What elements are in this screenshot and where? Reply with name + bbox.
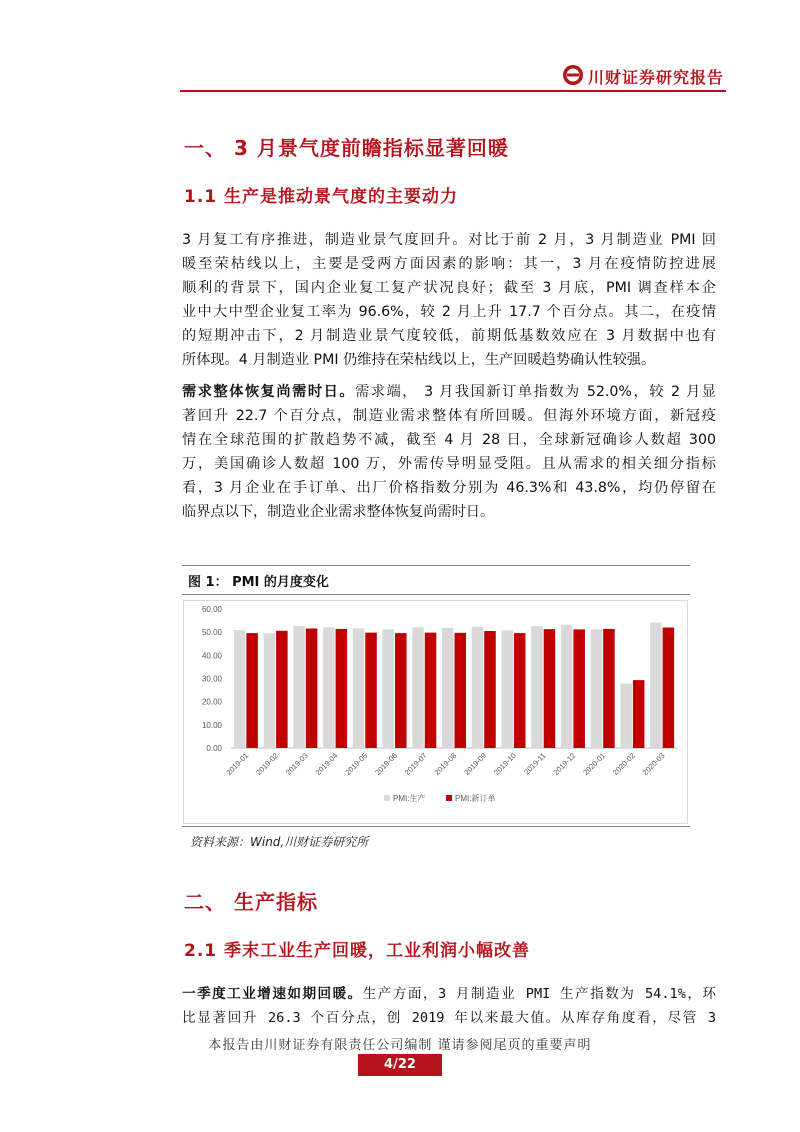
- bar-production: [620, 684, 632, 748]
- para3-first-rest: 生产方面，3 月制造业 PMI 生产指数为 54.1%，环: [362, 986, 716, 1002]
- x-tick-label: 2019-12: [551, 751, 578, 777]
- brand-name: 川财证券研究报告: [587, 68, 724, 87]
- para1-line: 业中大中型企业复工率为 96.6%，较 2 月上升 17.7 个百分点。其二，在疫情: [182, 304, 716, 320]
- para2-lead: 需求整体恢复尚需时日。: [182, 384, 356, 400]
- para1-line: 顺利的背景下，国内企业复工复产状况良好；截至 3 月底，PMI 调查样本企: [182, 280, 716, 296]
- y-tick-label: 40.00: [201, 651, 222, 661]
- x-tick-label: 2020-03: [640, 751, 667, 777]
- paragraph-production: [182, 228, 716, 372]
- figure-1-title-bar: [182, 565, 690, 595]
- pmi-bar-chart: [184, 601, 687, 823]
- para2-line: 临界点以下，制造业企业需求整体恢复尚需时日。: [182, 504, 495, 520]
- section-2-heading: 二、 生产指标: [184, 890, 318, 914]
- x-tick-label: 2019-02: [254, 751, 281, 777]
- x-tick-label: 2019-09: [462, 751, 489, 777]
- bar-new-orders: [603, 629, 615, 748]
- para2-line: 万，美国确诊人数超 100 万，外需传导明显受阻。且从需求的相关细分指标: [182, 456, 716, 472]
- bar-production: [650, 623, 662, 748]
- y-tick-label: 0.00: [206, 744, 222, 753]
- section-2-1-heading: 2.1 季末工业生产回暖，工业利润小幅改善: [184, 941, 531, 961]
- para3-line: 比显著回升 26.3 个百分点，创 2019 年以来最大值。从库存角度看，尽管 3: [182, 1010, 716, 1026]
- x-tick-label: 2019-06: [373, 751, 399, 777]
- x-tick-label: 2019-11: [522, 751, 548, 777]
- bar-new-orders: [395, 633, 407, 748]
- bar-new-orders: [365, 633, 377, 748]
- x-tick-label: 2019-08: [432, 751, 459, 777]
- figure-1-title: 图 1： PMI 的月度变化: [188, 575, 329, 590]
- bar-production: [591, 629, 603, 748]
- y-tick-label: 10.00: [201, 720, 222, 730]
- bar-production: [323, 627, 335, 748]
- bar-new-orders: [306, 628, 318, 748]
- bar-new-orders: [455, 633, 467, 748]
- company-logo-icon: [562, 64, 584, 86]
- bar-new-orders: [246, 633, 258, 748]
- bar-new-orders: [633, 680, 645, 748]
- para2-line: 著回升 22.7 个百分点，制造业需求整体有所回暖。但海外环境方面，新冠疫: [182, 408, 716, 424]
- y-tick-label: 60.00: [201, 605, 222, 614]
- para1-line: 的短期冲击下，2 月制造业景气度较低，前期低基数效应在 3 月数据中也有: [182, 328, 716, 344]
- bar-new-orders: [336, 629, 348, 748]
- para2-line: 情在全球范围的扩散趋势不减，截至 4 月 28 日，全球新冠确诊人数超 300: [182, 432, 716, 448]
- bar-new-orders: [663, 628, 675, 748]
- bar-production: [293, 626, 305, 748]
- para2-first-line: [182, 380, 716, 404]
- para1-line: 暖至荣枯线以上，主要是受两方面因素的影响：其一，3 月在疫情防控进展: [182, 256, 716, 272]
- para1-line: 所体现。4 月制造业 PMI 仍维持在荣枯线以上，生产回暖趋势确认性较强。: [182, 352, 656, 368]
- x-tick-label: 2019-04: [313, 751, 340, 777]
- y-tick-label: 30.00: [201, 674, 222, 684]
- para1-line: 3 月复工有序推进，制造业景气度回升。对比于前 2 月，3 月制造业 PMI 回: [182, 232, 716, 248]
- bar-new-orders: [544, 629, 556, 748]
- y-tick-label: 20.00: [201, 697, 222, 707]
- header-divider: [180, 90, 726, 92]
- bar-production: [561, 625, 573, 748]
- x-tick-label: 2020-02: [610, 751, 637, 777]
- figure-1-bottom-rule: [182, 826, 690, 827]
- x-tick-label: 2020-01: [581, 751, 608, 777]
- legend-label-production: PMI:生产: [393, 794, 426, 803]
- para3-first-line: [182, 982, 716, 1006]
- page-number: 4/22: [358, 1054, 442, 1076]
- bar-production: [383, 629, 395, 748]
- x-tick-label: 2019-03: [283, 751, 310, 777]
- x-tick-label: 2019-07: [402, 751, 429, 777]
- bar-production: [234, 630, 246, 748]
- bar-new-orders: [425, 633, 437, 748]
- bar-production: [531, 626, 543, 748]
- y-tick-label: 50.00: [201, 628, 222, 638]
- paragraph-industrial-growth: [182, 982, 716, 1030]
- x-tick-label: 2019-10: [492, 751, 518, 777]
- legend-label-new-orders: PMI:新订单: [455, 794, 496, 803]
- bar-production: [264, 633, 276, 748]
- legend-swatch-new-orders: [446, 795, 452, 801]
- x-tick-label: 2019-01: [224, 751, 251, 777]
- page-header: [180, 62, 726, 90]
- figure-1-chart: [183, 600, 688, 824]
- section-1-1-heading: 1.1 生产是推动景气度的主要动力: [184, 187, 459, 207]
- paragraph-demand: [182, 380, 716, 524]
- section-1-heading: 一、 3 月景气度前瞻指标显著回暖: [184, 136, 509, 160]
- bar-production: [501, 630, 513, 748]
- bar-new-orders: [484, 631, 496, 748]
- bar-production: [353, 628, 365, 748]
- bar-new-orders: [514, 633, 526, 748]
- para3-lead: 一季度工业增速如期回暖。: [182, 986, 363, 1002]
- x-tick-label: 2019-05: [343, 751, 370, 777]
- footer-disclaimer: 本报告由川财证券有限责任公司编制 谨请参阅尾页的重要声明: [208, 1038, 592, 1053]
- bar-production: [472, 627, 484, 748]
- bar-production: [412, 627, 424, 748]
- para2-line: 看，3 月企业在手订单、出厂价格指数分别为 46.3%和 43.8%，均仍停留在: [182, 480, 716, 496]
- bar-new-orders: [276, 631, 288, 748]
- figure-1-source: 资料来源：Wind,川财证券研究所: [190, 835, 369, 849]
- legend-swatch-production: [384, 795, 390, 801]
- bar-new-orders: [573, 629, 585, 748]
- para2-first-rest: 需求端， 3 月我国新订单指数为 52.0%，较 2 月显: [355, 384, 716, 400]
- bar-production: [442, 628, 454, 748]
